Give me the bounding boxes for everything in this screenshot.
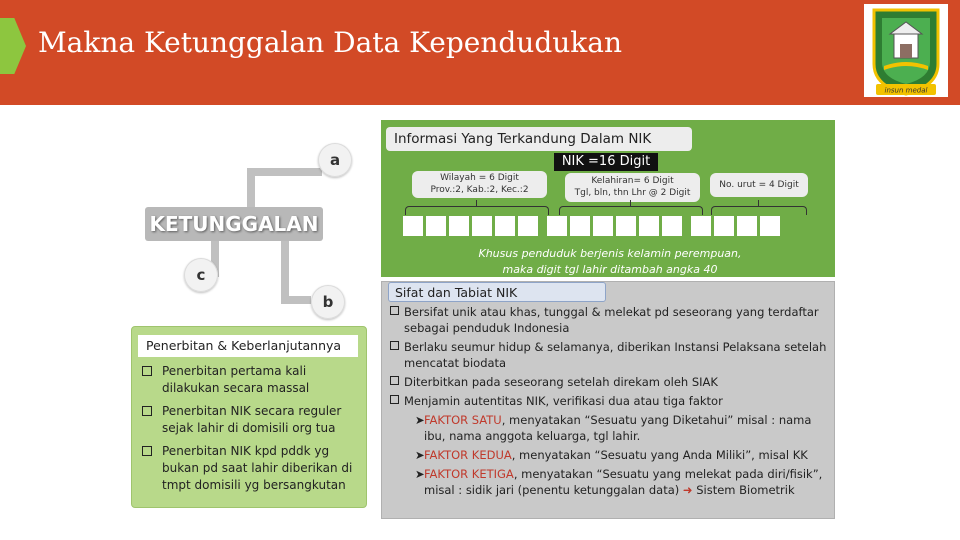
- nik-digit-box: [449, 216, 469, 236]
- segment-wilayah: Wilayah = 6 Digit Prov.:2, Kab.:2, Kec.:2: [412, 171, 547, 198]
- nik-digit-box: [570, 216, 590, 236]
- nik-digit-box: [518, 216, 538, 236]
- list-item: Penerbitan NIK kpd pddk yg bukan pd saat lahir diberikan di tmpt domisili yg bersangkutan: [142, 443, 362, 494]
- checkbox-bullet-icon: [390, 376, 399, 385]
- list-item: Menjamin autentitas NIK, verifikasi dua atau tiga faktor: [389, 393, 829, 409]
- female-note: Khusus penduduk berjenis kelamin perempuan, maka digit tgl lahir ditambah angka 40: [478, 247, 742, 276]
- list-item: Diterbitkan pada seseorang setelah direkam oleh SIAK: [389, 374, 829, 390]
- brace-wilayah: [405, 206, 549, 215]
- connector-b-horizontal: [281, 296, 311, 304]
- penerbitan-panel: [131, 326, 367, 508]
- checkbox-bullet-icon: [390, 306, 399, 315]
- checkbox-bullet-icon: [142, 366, 152, 376]
- checkbox-bullet-icon: [390, 395, 399, 404]
- sifat-title: Sifat dan Tabiat NIK: [388, 282, 606, 302]
- ketunggalan-label: KETUNGGALAN: [145, 207, 323, 241]
- nik-digit-box: [547, 216, 567, 236]
- arrow-bullet-icon: ➤: [415, 467, 425, 481]
- checkbox-bullet-icon: [142, 406, 152, 416]
- list-item: Penerbitan pertama kali dilakukan secara massal: [142, 363, 362, 397]
- brace-tick: [476, 200, 477, 206]
- faktor-item: ➤ FAKTOR KETIGA, menyatakan “Sesuatu yang melekat pada diri/fisik”, misal : sidik jari (penentu ketunggalan data) ➜ Sistem Biometrik: [415, 467, 823, 497]
- connector-a-horizontal: [247, 168, 322, 176]
- brace-kelahiran: [559, 206, 703, 215]
- brace-urut: [711, 206, 807, 215]
- penerbitan-title: Penerbitan & Keberlanjutannya: [138, 335, 358, 357]
- nik-digit-box: [403, 216, 423, 236]
- segment-urut: No. urut = 4 Digit: [710, 173, 808, 197]
- regency-logo: [864, 4, 948, 97]
- nik-digit-box: [639, 216, 659, 236]
- nik-digit-box: [593, 216, 613, 236]
- nik-digit-box: [472, 216, 492, 236]
- connector-b-vertical: [281, 241, 289, 303]
- connector-a-vertical: [247, 168, 255, 208]
- faktor-item: ➤ FAKTOR KEDUA, menyatakan “Sesuatu yang Anda Miliki”, misal KK: [415, 448, 808, 462]
- nik-digit-box: [691, 216, 711, 236]
- penerbitan-list: [142, 363, 362, 500]
- checkbox-bullet-icon: [390, 341, 399, 350]
- brace-tick: [758, 200, 759, 206]
- nik-digit-box: [662, 216, 682, 236]
- arrow-bullet-icon: ➤: [415, 413, 425, 427]
- nik-digit-box: [495, 216, 515, 236]
- node-c: c: [184, 258, 218, 292]
- nik-info-title: Informasi Yang Terkandung Dalam NIK: [386, 127, 692, 151]
- node-a: a: [318, 143, 352, 177]
- nik-digit-box: [760, 216, 780, 236]
- faktor-item: ➤ FAKTOR SATU, menyatakan “Sesuatu yang Diketahui” misal : nama ibu, nama anggota keluarga, tgl lahir.: [415, 413, 812, 443]
- nik-digit-box: [714, 216, 734, 236]
- list-item: Berlaku seumur hidup & selamanya, diberikan Instansi Pelaksana setelah mencatat biodata: [389, 339, 829, 371]
- segment-kelahiran: Kelahiran= 6 Digit Tgl, bln, thn Lhr @ 2 Digit: [565, 173, 700, 202]
- header-accent-tab: [0, 18, 26, 74]
- sifat-list: [389, 304, 829, 501]
- nik-digit-box: [616, 216, 636, 236]
- arrow-bullet-icon: ➤: [415, 448, 425, 462]
- checkbox-bullet-icon: [142, 446, 152, 456]
- list-item: Bersifat unik atau khas, tunggal & melekat pd seseorang yang terdaftar sebagai penduduk Indonesia: [389, 304, 829, 336]
- list-item: Penerbitan NIK secara reguler sejak lahir di domisili org tua: [142, 403, 362, 437]
- right-arrow-icon: ➜: [682, 483, 693, 497]
- logo-caption: insun medal: [884, 86, 928, 95]
- page-title: Makna Ketunggalan Data Kependudukan: [38, 26, 622, 59]
- node-b: b: [311, 285, 345, 319]
- header-bar: [0, 0, 960, 105]
- brace-tick: [630, 200, 631, 206]
- nik-digit-box: [737, 216, 757, 236]
- nik-digit-box: [426, 216, 446, 236]
- nik-digit-label: NIK =16 Digit: [554, 153, 658, 171]
